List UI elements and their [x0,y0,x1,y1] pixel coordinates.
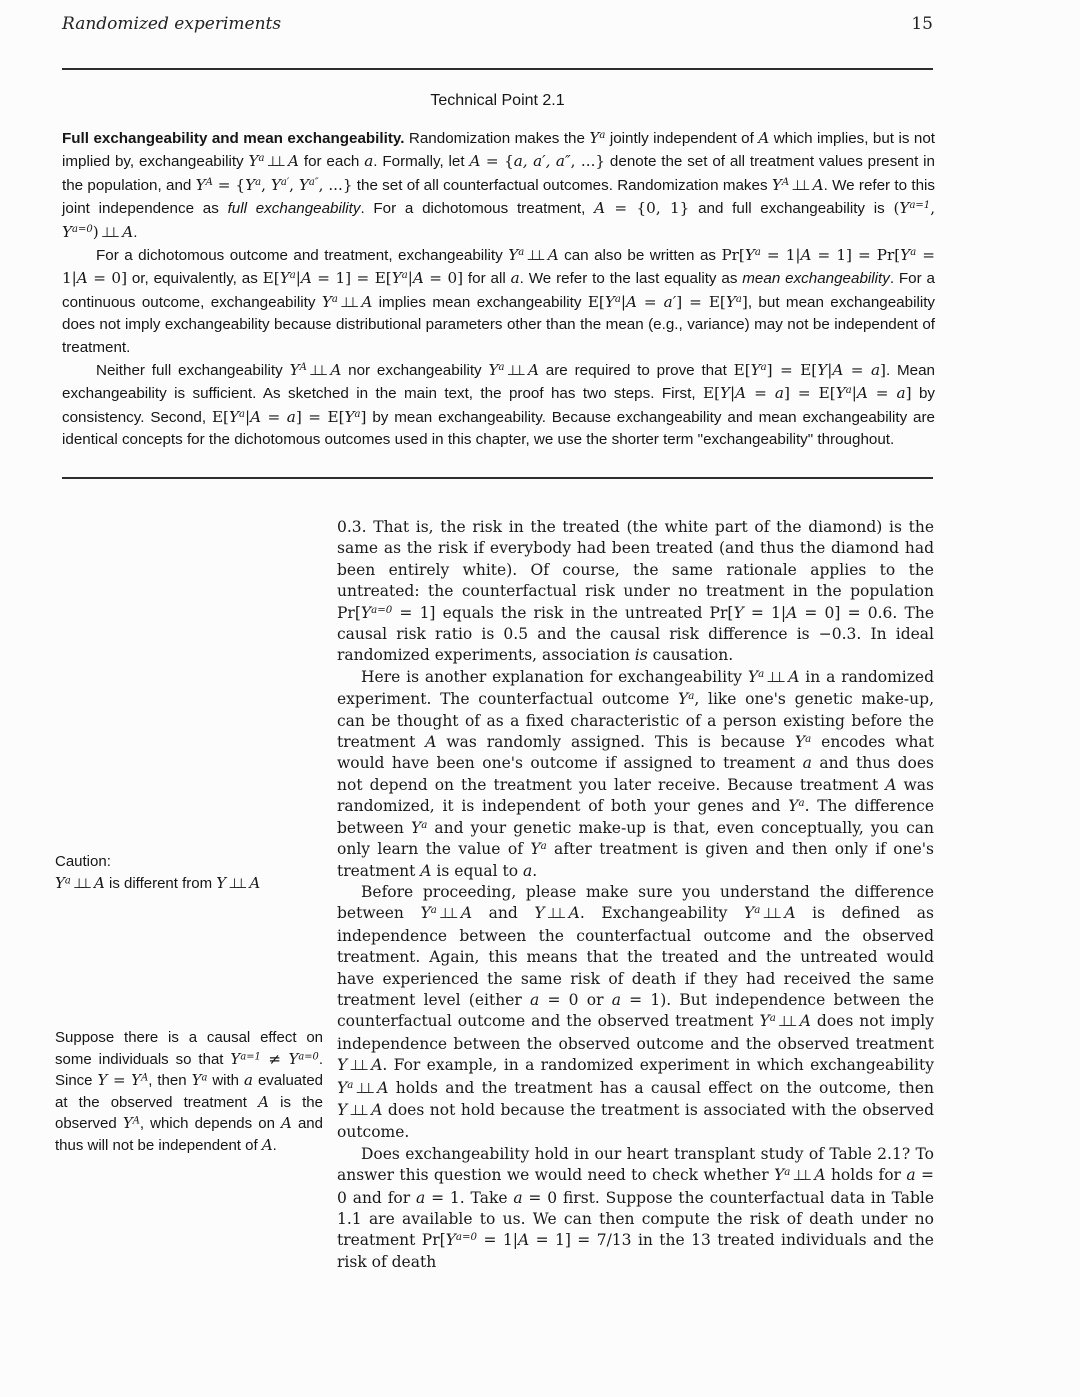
independence-symbol: ⊥⊥ [439,906,454,923]
margin-note-observed-counterfactual: Suppose there is a causal effect on some individuals so that $Y^{a=1} \ne Y^{a=0}$. Since $Y = Y^A$, then $Y^a$ with a evaluated at the observed treatment A is the observed $Y^A$, which depends on A and thus will not be independent of A. [55,1029,324,1154]
paragraph: Does exchangeability hold in our heart transplant study of Table 2.1? To answer this question we would need to check whether $Y^a$ ⊥⊥ A holds for a = 0 and for a = 1. Take a = 0 first. Suppose the counterfactual data in Table 1.1 are available to us. We can then compute the risk of death under no treatment $Pr[Y^{a=0} = 1|A = 1] = 7/13$ in the 13 treated individuals and the risk of death [337,1144,934,1271]
margin-note-caution [55,851,329,895]
paragraph: 0.3. That is, the risk in the treated (the white part of the diamond) is the same as the risk if everybody had been treated (and thus the diamond had been entirely white). Of course, the same rationale applies to the untreated: the counterfactual risk under no treatment in the population $Pr[Y^{a=0} = 1]$ equals the risk in the untreated Pr[Y = 1|A = 0] = 0.6. The causal risk ratio is 0.5 and the causal risk difference is −0.3. In ideal randomized experiments, association is causation. [337,518,934,665]
page-number: 15 [911,14,933,34]
independence-symbol: ⊥⊥ [766,669,781,686]
running-header-title: Randomized experiments [62,14,282,34]
paragraph: Here is another explanation for exchangeability $Y^a$ ⊥⊥ A in a randomized experiment. The counterfactual outcome $Y^a$, like one's genetic make-up, can be thought of as a fixed characteristic of a person existing before the treatment A was randomly assigned. This is because $Y^a$ encodes what would have been one's outcome if assigned to treament a and thus does not depend on the treatment you later receive. Because treatment A was randomized, it is independent of both your genes and $Y^a$. The difference between $Y^a$ and your genetic make-up is that, even conceptually, you can only learn the value of $Y^a$ after treatment is given and then only if one's treatment A is equal to a. [337,667,935,880]
independence-symbol: ⊥⊥ [791,177,806,194]
paragraph: For a dichotomous outcome and treatment, exchangeability $Y^a$ ⊥⊥ A can also be written as $Pr[Y^a = 1|A = 1] = Pr[Y^a = 1|A = 0]$ or, equivalently, as $E[Y^a|A = 1] = E[Y^a|A = 0]$ for all a. We refer to the last equality as mean exchangeability. For a continuous outcome, exchangeability $Y^a$ ⊥⊥ A implies mean exchangeability $E[Y^a|A = a'] = E[Y^a]$, but mean exchangeability does not imply exchangeability because distributional parameters other than the mean (e.g., variance) may not be independent of treatment. [62,246,936,356]
margin-note-caution-text: $Y^a$ ⊥⊥ A is different from Y ⊥⊥ A [55,873,261,892]
paragraph: Neither full exchangeability $Y^A$ ⊥⊥ A nor exchangeability $Y^a$ ⊥⊥ A are required to prove that $E[Y^a] = E[Y|A = a]$. Mean exchangeability is sufficient. As sketched in the main text, the proof has two steps. First, $E[Y|A = a] = E[Y^a|A = a]$ by consistency. Second, $E[Y^a|A = a] = E[Y^a]$ by mean exchangeability. Because exchangeability and mean exchangeability are identical concepts for the dichotomous outcomes used in this chapter, we use the shorter term "exchangeability" throughout. [62,361,935,449]
page-header [62,14,933,34]
independence-symbol: ⊥⊥ [506,363,521,380]
divider-top-rule [62,68,933,70]
technical-point-title: Technical Point 2.1 [430,92,565,109]
independence-symbol: ⊥⊥ [762,906,777,923]
independence-symbol: ⊥⊥ [349,1058,364,1075]
independence-symbol: ⊥⊥ [526,248,541,265]
independence-symbol: ⊥⊥ [228,875,242,892]
independence-symbol: ⊥⊥ [309,363,323,380]
independence-symbol: ⊥⊥ [340,294,354,311]
independence-symbol: ⊥⊥ [792,1168,807,1185]
divider-bottom-rule [62,477,933,479]
independence-symbol: ⊥⊥ [266,154,281,171]
independence-symbol: ⊥⊥ [100,224,115,241]
technical-point-body [62,127,935,452]
independence-symbol: ⊥⊥ [778,1014,793,1031]
independence-symbol: ⊥⊥ [73,875,87,892]
paragraph: Full exchangeability and mean exchangeability. Randomization makes the $Y^a$ jointly independent of A which implies, but is not implied by, exchangeability $Y^a$ ⊥⊥ A for each a. Formally, let A = {a, a′, a″, ...} denote the set of all treatment values present in the population, and $Y^A = \{Y^a$, $Y^{a'}$, $Y^{a''}$, ...} the set of all counterfactual outcomes. Randomization makes $Y^A$ ⊥⊥ A. We refer to this joint independence as full exchangeability. For a dichotomous treatment, A = {0, 1} and full exchangeability is ($Y^{a=1}$, $Y^{a=0}$) ⊥⊥ A. [62,129,936,241]
margin-note-caution-label: Caution: [55,853,111,870]
main-text-column [337,517,934,1273]
independence-symbol: ⊥⊥ [349,1102,364,1119]
independence-symbol: ⊥⊥ [355,1080,370,1097]
paragraph: Before proceeding, please make sure you understand the difference between $Y^a$ ⊥⊥ A and Y ⊥⊥ A. Exchangeability $Y^a$ ⊥⊥ A is defined as independence between the counterfactual outcome and the observed treatment. Again, this means that the treated and the untreated would have experienced the same risk of death if they had received the same treatment level (either a = 0 or a = 1). But independence between the counterfactual outcome and the observed treatment $Y^a$ ⊥⊥ A does not imply independence between the observed outcome and the observed treatment Y ⊥⊥ A. For example, in a randomized experiment in which exchangeability $Y^a$ ⊥⊥ A holds and the treatment has a causal effect on the outcome, then Y ⊥⊥ A does not hold because the treatment is associated with the observed outcome. [337,882,935,1142]
independence-symbol: ⊥⊥ [546,906,561,923]
